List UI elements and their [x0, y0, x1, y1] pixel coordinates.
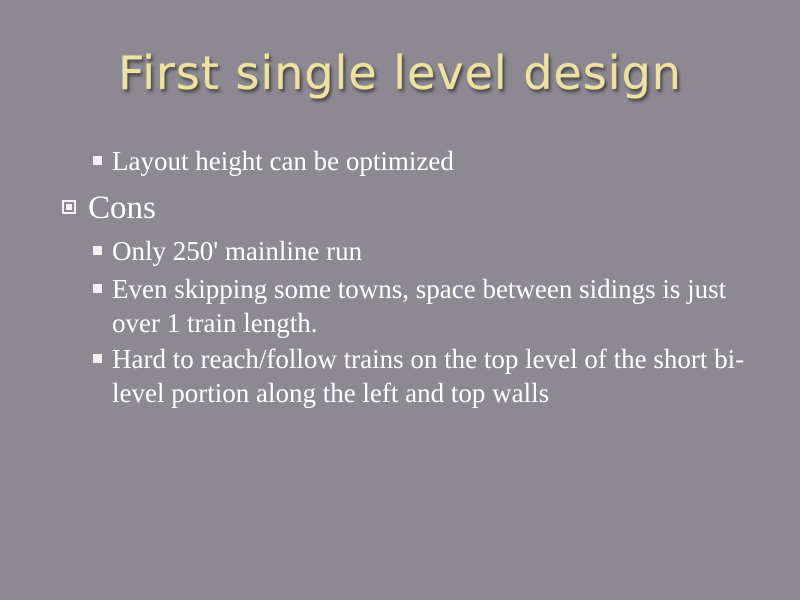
list-item: [60, 234, 770, 268]
filled-square-bullet-icon: [93, 354, 102, 363]
filled-square-bullet-icon: [93, 284, 102, 293]
list-item: [60, 272, 770, 340]
filled-square-bullet-icon: [93, 156, 102, 165]
bullet-text: Cons: [88, 190, 156, 226]
bullet-text: Only 250' mainline run: [112, 236, 363, 266]
bullet-list: [60, 144, 770, 410]
bullet-center-dot: [66, 204, 72, 210]
slide-title: First single level design: [118, 46, 682, 100]
list-item: [60, 186, 770, 230]
outlined-square-bullet-icon: [62, 200, 76, 214]
list-item: [60, 342, 770, 410]
list-item: [60, 144, 770, 178]
bullet-text: Layout height can be optimized: [112, 146, 454, 176]
bullet-text: Hard to reach/follow trains on the top level of the short bi-level portion along the left and top walls: [112, 344, 745, 408]
filled-square-bullet-icon: [93, 246, 102, 255]
bullet-text: Even skipping some towns, space between sidings is just over 1 train length.: [112, 274, 727, 338]
